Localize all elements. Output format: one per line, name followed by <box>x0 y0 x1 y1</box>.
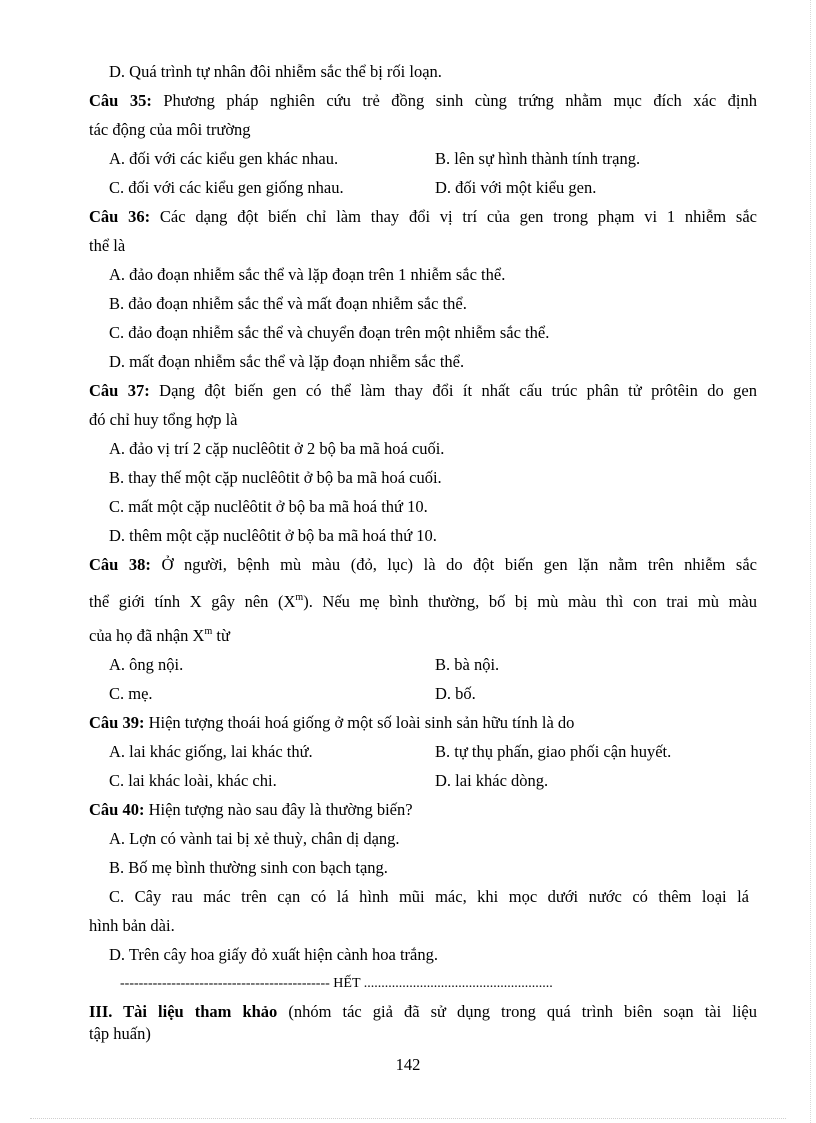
q40-option-c: C. Cây rau mác trên cạn có lá hình mũi mác, khi mọc dưới nước có thêm loại lá <box>109 887 749 906</box>
page-bottom-divider <box>30 1118 786 1119</box>
question-number: Câu 38: <box>89 555 151 574</box>
q35-option-c: C. đối với các kiểu gen giống nhau. <box>109 178 344 197</box>
q38-stem-cont2: của họ đã nhận $X^m$ từ <box>89 626 230 645</box>
question-number: Câu 36: <box>89 207 151 226</box>
q35-stem-cont: tác động của môi trường <box>89 120 251 139</box>
end-marker: --------------------------------------------- HẾT ...................................................... <box>120 976 553 991</box>
page-number: 142 <box>395 1055 421 1074</box>
q38-option-c: C. mẹ. <box>109 684 153 703</box>
q38-stem: Câu 38: Ở người, bệnh mù màu (đỏ, lục) là do đột biến gen lặn nằm trên nhiễm sắc <box>89 555 757 574</box>
q35-stem: Câu 35: Phương pháp nghiên cứu trẻ đồng sinh cùng trứng nhằm mục đích xác định <box>89 91 757 110</box>
q35-option-d: D. đối với một kiểu gen. <box>435 178 597 197</box>
q37-option-c: C. mất một cặp nuclêôtit ở bộ ba mã hoá thứ 10. <box>109 497 428 516</box>
q37-stem-cont: đó chỉ huy tổng hợp là <box>89 410 238 429</box>
question-number: Câu 40: <box>89 800 145 819</box>
q39-option-b: B. tự thụ phấn, giao phối cận huyết. <box>435 742 672 761</box>
q36-option-a: A. đảo đoạn nhiễm sắc thể và lặp đoạn trên 1 nhiễm sắc thể. <box>109 265 506 284</box>
q37-stem: Câu 37: Dạng đột biến gen có thể làm thay đổi ít nhất cấu trúc phân tử prôtêin do gen <box>89 381 757 400</box>
section-heading: III. Tài liệu tham khảo <box>89 1002 278 1021</box>
q39-option-a: A. lai khác giống, lai khác thứ. <box>109 742 313 761</box>
page-right-divider <box>810 0 811 1123</box>
q40-option-a: A. Lợn có vành tai bị xẻ thuỳ, chân dị dạng. <box>109 829 400 848</box>
question-number: Câu 37: <box>89 381 150 400</box>
q38-option-b: B. bà nội. <box>435 655 500 674</box>
q36-stem: Câu 36: Các dạng đột biến chỉ làm thay đổi vị trí của gen trong phạm vi 1 nhiễm sắc <box>89 207 757 226</box>
q40-option-d: D. Trên cây hoa giấy đỏ xuất hiện cành hoa trắng. <box>109 945 439 964</box>
q35-option-b: B. lên sự hình thành tính trạng. <box>435 149 641 168</box>
question-number: Câu 39: <box>89 713 145 732</box>
q37-option-a: A. đảo vị trí 2 cặp nuclêôtit ở 2 bộ ba mã hoá cuối. <box>109 439 445 458</box>
q35-option-a: A. đối với các kiểu gen khác nhau. <box>109 149 339 168</box>
q38-option-d: D. bố. <box>435 684 476 703</box>
q36-option-d: D. mất đoạn nhiễm sắc thể và lặp đoạn nhiễm sắc thể. <box>109 352 465 371</box>
q40-option-b: B. Bố mẹ bình thường sinh con bạch tạng. <box>109 858 388 877</box>
q34-option-d: D. Quá trình tự nhân đôi nhiễm sắc thể bị rối loạn. <box>109 62 442 81</box>
q40-option-c-cont: hình bản dài. <box>89 916 175 935</box>
references-heading-cont: tập huấn) <box>89 1024 151 1043</box>
q37-option-b: B. thay thế một cặp nuclêôtit ở bộ ba mã hoá cuối. <box>109 468 442 487</box>
q39-option-d: D. lai khác dòng. <box>435 771 549 790</box>
q36-option-b: B. đảo đoạn nhiễm sắc thể và mất đoạn nhiễm sắc thể. <box>109 294 467 313</box>
question-number: Câu 35: <box>89 91 152 110</box>
q37-option-d: D. thêm một cặp nuclêôtit ở bộ ba mã hoá thứ 10. <box>109 526 437 545</box>
q36-option-c: C. đảo đoạn nhiễm sắc thể và chuyển đoạn trên một nhiễm sắc thể. <box>109 323 550 342</box>
q39-stem: Câu 39: Hiện tượng thoái hoá giống ở một số loài sinh sản hữu tính là do <box>89 713 575 732</box>
q39-option-c: C. lai khác loài, khác chi. <box>109 771 277 790</box>
q38-option-a: A. ông nội. <box>109 655 184 674</box>
references-heading-line: III. Tài liệu tham khảo (nhóm tác giả đã sử dụng trong quá trình biên soạn tài liệu <box>89 1002 758 1021</box>
q40-stem: Câu 40: Hiện tượng nào sau đây là thường biến? <box>89 800 413 819</box>
q38-stem-cont: thể giới tính X gây nên $(X^m)$. Nếu mẹ bình thường, bố bị mù màu thì con trai mù màu <box>89 592 757 611</box>
q36-stem-cont: thể là <box>89 236 126 255</box>
